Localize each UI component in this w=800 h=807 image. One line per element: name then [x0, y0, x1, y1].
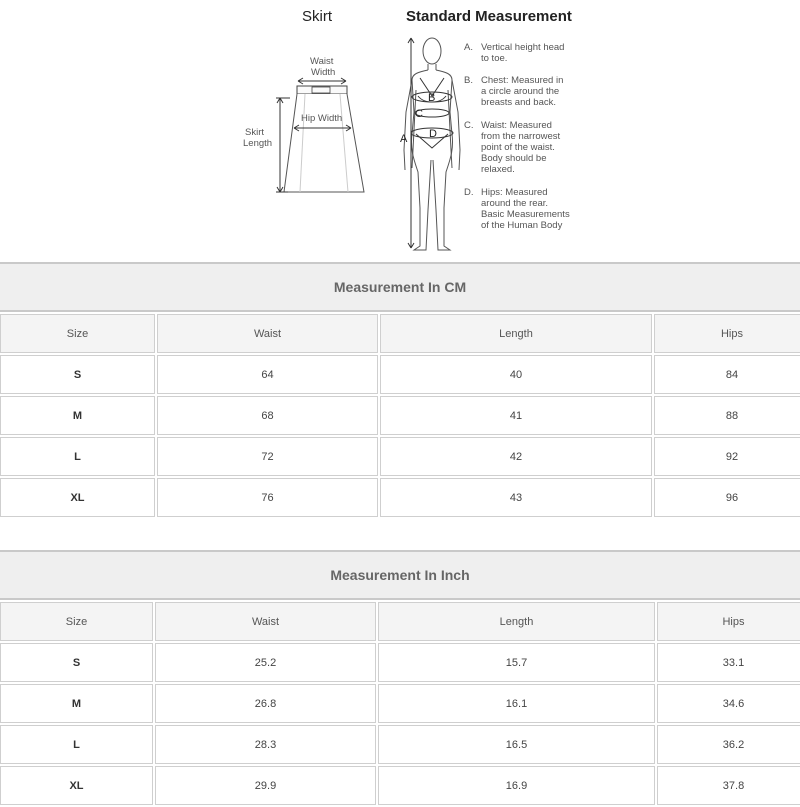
note-a-key: A. — [464, 42, 473, 53]
table-cell: 28.3 — [155, 725, 376, 764]
table-cell: 84 — [654, 355, 800, 394]
human-body-figure — [404, 38, 460, 250]
header-cell: Waist — [155, 602, 376, 641]
table-header-row — [0, 602, 800, 641]
table-cell: 15.7 — [378, 643, 655, 682]
inch-section — [0, 550, 800, 807]
table-row — [0, 478, 800, 517]
table-cell: 33.1 — [657, 643, 800, 682]
header-cell: Length — [378, 602, 655, 641]
table-row — [0, 643, 800, 682]
header-cell: Hips — [654, 314, 800, 353]
table-row — [0, 355, 800, 394]
measurement-notes — [464, 42, 570, 231]
table-header-row — [0, 314, 800, 353]
waist-width-label-2: Width — [311, 67, 336, 78]
marker-c: C — [415, 108, 423, 120]
table-cell: 88 — [654, 396, 800, 435]
table-cell: 41 — [380, 396, 652, 435]
table-cell: 64 — [157, 355, 378, 394]
marker-b: B — [428, 92, 436, 104]
standard-measurement-title: Standard Measurement — [406, 8, 572, 25]
cm-table — [0, 312, 800, 519]
note-d-line: of the Human Body — [481, 220, 563, 231]
measurement-diagram — [0, 0, 800, 262]
cm-section — [0, 262, 800, 519]
note-c-key: C. — [464, 120, 474, 131]
note-d-line: Hips: Measured — [481, 187, 548, 198]
note-c-line: from the narrowest — [481, 131, 561, 142]
table-cell: 29.9 — [155, 766, 376, 805]
table-cell: 76 — [157, 478, 378, 517]
size-cell: S — [0, 643, 153, 682]
note-c-line: Body should be — [481, 153, 547, 164]
size-cell: M — [0, 684, 153, 723]
table-cell: 42 — [380, 437, 652, 476]
skirt-length-label: Skirt — [245, 127, 264, 138]
table-row — [0, 725, 800, 764]
table-cell: 68 — [157, 396, 378, 435]
table-cell: 25.2 — [155, 643, 376, 682]
note-b-key: B. — [464, 75, 473, 86]
note-a-line: to toe. — [481, 53, 508, 64]
cm-table-title: Measurement In CM — [0, 264, 800, 312]
table-row — [0, 684, 800, 723]
size-cell: L — [0, 725, 153, 764]
header-cell: Hips — [657, 602, 800, 641]
note-d-key: D. — [464, 187, 474, 198]
header-cell: Size — [0, 602, 153, 641]
note-a-line: Vertical height head — [481, 42, 565, 53]
table-cell: 43 — [380, 478, 652, 517]
size-cell: XL — [0, 478, 155, 517]
note-b-line: a circle around the — [481, 86, 560, 97]
size-cell: M — [0, 396, 155, 435]
waist-width-arrow — [298, 78, 346, 84]
size-cell: L — [0, 437, 155, 476]
note-c-line: relaxed. — [481, 164, 515, 175]
inch-table-title: Measurement In Inch — [0, 552, 800, 600]
hip-width-label: Hip Width — [301, 113, 343, 124]
table-cell: 16.1 — [378, 684, 655, 723]
skirt-title: Skirt — [302, 8, 332, 25]
body-measure-lines — [408, 38, 453, 248]
table-cell: 37.8 — [657, 766, 800, 805]
waist-width-label: Waist — [310, 56, 334, 67]
header-cell: Size — [0, 314, 155, 353]
skirt-illustration — [284, 86, 364, 192]
table-cell: 40 — [380, 355, 652, 394]
table-cell: 92 — [654, 437, 800, 476]
inch-table — [0, 600, 800, 807]
header-cell: Length — [380, 314, 652, 353]
note-b-line: Chest: Measured in — [481, 75, 564, 86]
table-cell: 26.8 — [155, 684, 376, 723]
marker-d: D — [429, 128, 437, 140]
table-cell: 16.5 — [378, 725, 655, 764]
header-cell: Waist — [157, 314, 378, 353]
note-c-line: Waist: Measured — [481, 120, 552, 131]
table-cell: 36.2 — [657, 725, 800, 764]
table-cell: 96 — [654, 478, 800, 517]
table-cell: 72 — [157, 437, 378, 476]
note-d-line: around the rear. — [481, 198, 549, 209]
size-cell: XL — [0, 766, 153, 805]
table-row — [0, 766, 800, 805]
table-row — [0, 437, 800, 476]
size-cell: S — [0, 355, 155, 394]
table-cell: 16.9 — [378, 766, 655, 805]
marker-a: A — [400, 133, 408, 145]
table-row — [0, 396, 800, 435]
note-d-line: Basic Measurements — [481, 209, 570, 220]
table-cell: 34.6 — [657, 684, 800, 723]
note-c-line: point of the waist. — [481, 142, 555, 153]
note-b-line: breasts and back. — [481, 97, 556, 108]
skirt-length-label-2: Length — [243, 138, 273, 149]
